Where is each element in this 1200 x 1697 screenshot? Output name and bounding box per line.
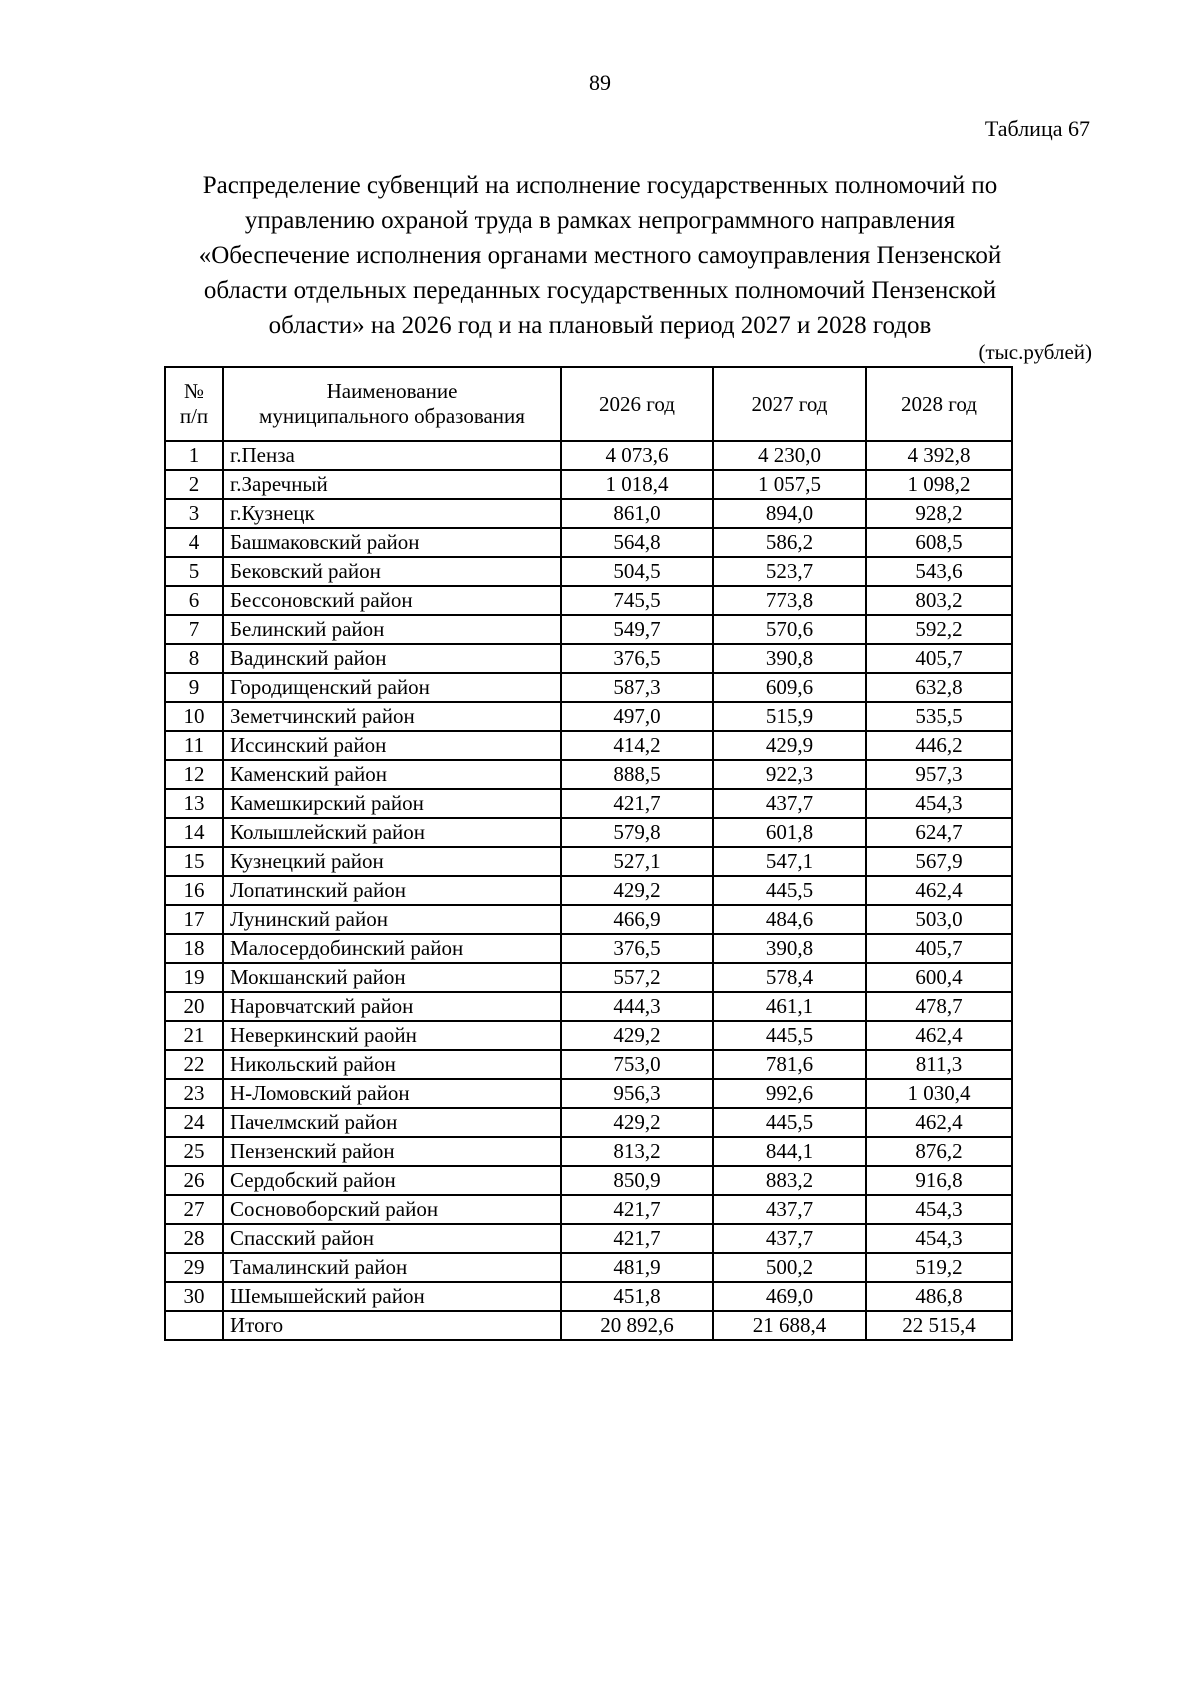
cell-2026: 564,8 [561,528,713,557]
table-row [165,673,1012,702]
cell-2027: 4 230,0 [713,441,866,470]
table-row [165,1108,1012,1137]
cell-2028: 876,2 [866,1137,1012,1166]
header-2026: 2026 год [561,367,713,441]
cell-2027: 390,8 [713,644,866,673]
header-name [223,367,561,441]
cell-number: 6 [165,586,223,615]
cell-municipality: Пачелмский район [223,1108,561,1137]
cell-municipality: Белинский район [223,615,561,644]
cell-2027: 437,7 [713,1195,866,1224]
cell-2026: 888,5 [561,760,713,789]
document-title [140,168,1060,343]
table-row [165,644,1012,673]
cell-2027: 445,5 [713,1021,866,1050]
cell-2028: 632,8 [866,673,1012,702]
cell-municipality: Земетчинский район [223,702,561,731]
cell-2028: 519,2 [866,1253,1012,1282]
table-row [165,760,1012,789]
cell-number: 8 [165,644,223,673]
table-number: Таблица 67 [984,116,1090,141]
cell-municipality: Бековский район [223,557,561,586]
cell-number: 21 [165,1021,223,1050]
cell-2026: 850,9 [561,1166,713,1195]
cell-number: 30 [165,1282,223,1311]
cell-municipality: Городищенский район [223,673,561,702]
table-row [165,441,1012,470]
page-number: 89 [589,70,611,95]
cell-2026: 414,2 [561,731,713,760]
table-row [165,1224,1012,1253]
cell-2026: 429,2 [561,876,713,905]
cell-2028: 543,6 [866,557,1012,586]
cell-municipality: Бессоновский район [223,586,561,615]
cell-2027: 586,2 [713,528,866,557]
cell-2028: 608,5 [866,528,1012,557]
cell-2028: 486,8 [866,1282,1012,1311]
cell-municipality: Вадинский район [223,644,561,673]
cell-2028: 928,2 [866,499,1012,528]
cell-2028: 462,4 [866,876,1012,905]
cell-2027: 469,0 [713,1282,866,1311]
cell-number: 12 [165,760,223,789]
cell-2028: 405,7 [866,644,1012,673]
cell-number: 5 [165,557,223,586]
table-row [165,499,1012,528]
cell-2027: 515,9 [713,702,866,731]
title-line: управлению охраной труда в рамках непрограммного направления [244,207,956,234]
table-header-row [165,367,1012,441]
cell-municipality: Сосновоборский район [223,1195,561,1224]
table-row [165,1253,1012,1282]
title-line: «Обеспечение исполнения органами местного самоуправления Пензенской [198,242,1002,269]
cell-municipality: Тамалинский район [223,1253,561,1282]
table-row [165,1079,1012,1108]
cell-2026: 481,9 [561,1253,713,1282]
table-row [165,1195,1012,1224]
cell-2026: 587,3 [561,673,713,702]
table-row [165,1166,1012,1195]
cell-2026: 753,0 [561,1050,713,1079]
table-row [165,528,1012,557]
subvention-table [164,366,1013,1341]
cell-2026: 956,3 [561,1079,713,1108]
cell-2027: 781,6 [713,1050,866,1079]
header-number-line2: п/п [179,404,209,428]
table-row [165,615,1012,644]
cell-number: 1 [165,441,223,470]
cell-2026: 421,7 [561,1195,713,1224]
cell-number: 4 [165,528,223,557]
cell-2026: 376,5 [561,644,713,673]
cell-2028: 600,4 [866,963,1012,992]
cell-2026: 451,8 [561,1282,713,1311]
cell-2028: 957,3 [866,760,1012,789]
cell-municipality: г.Кузнецк [223,499,561,528]
title-line: области» на 2026 год и на плановый период 2027 и 2028 годов [268,312,932,339]
cell-municipality: Шемышейский район [223,1282,561,1311]
cell-2027: 547,1 [713,847,866,876]
cell-2028: 811,3 [866,1050,1012,1079]
cell-2028: 454,3 [866,1195,1012,1224]
cell-2026: 376,5 [561,934,713,963]
cell-municipality: г.Пенза [223,441,561,470]
cell-2027: 609,6 [713,673,866,702]
cell-municipality: Каменский район [223,760,561,789]
table-row [165,789,1012,818]
cell-2028: 454,3 [866,789,1012,818]
header-2027: 2027 год [713,367,866,441]
cell-2027: 437,7 [713,789,866,818]
cell-2027: 390,8 [713,934,866,963]
cell-2027: 445,5 [713,876,866,905]
cell-2028: 803,2 [866,586,1012,615]
cell-2027: 1 057,5 [713,470,866,499]
header-number [165,367,223,441]
table-row [165,992,1012,1021]
table-row [165,557,1012,586]
units-label: (тыс.рублей) [978,340,1092,364]
table-row [165,847,1012,876]
cell-2026: 497,0 [561,702,713,731]
cell-2027: 445,5 [713,1108,866,1137]
cell-number [165,1311,223,1340]
cell-number: 25 [165,1137,223,1166]
cell-municipality: Сердобский район [223,1166,561,1195]
cell-2027: 844,1 [713,1137,866,1166]
cell-municipality: Наровчатский район [223,992,561,1021]
cell-2026: 421,7 [561,1224,713,1253]
cell-number: 13 [165,789,223,818]
cell-2026: 20 892,6 [561,1311,713,1340]
cell-municipality: Мокшанский район [223,963,561,992]
cell-number: 7 [165,615,223,644]
cell-2028: 462,4 [866,1108,1012,1137]
table-row [165,702,1012,731]
cell-municipality: Малосердобинский район [223,934,561,963]
cell-number: 10 [165,702,223,731]
header-name-line2: муниципального образования [259,404,525,428]
cell-2027: 461,1 [713,992,866,1021]
cell-municipality: Итого [223,1311,561,1340]
title-line: области отдельных переданных государственных полномочий Пензенской [203,277,997,304]
cell-2026: 861,0 [561,499,713,528]
table-body [165,441,1012,1340]
cell-2028: 405,7 [866,934,1012,963]
cell-2026: 444,3 [561,992,713,1021]
cell-number: 16 [165,876,223,905]
cell-municipality: г.Заречный [223,470,561,499]
cell-2026: 579,8 [561,818,713,847]
cell-2026: 557,2 [561,963,713,992]
table-row [165,876,1012,905]
cell-municipality: Пензенский район [223,1137,561,1166]
table-row [165,586,1012,615]
cell-2028: 592,2 [866,615,1012,644]
cell-number: 27 [165,1195,223,1224]
cell-municipality: Спасский район [223,1224,561,1253]
cell-2026: 745,5 [561,586,713,615]
cell-2028: 503,0 [866,905,1012,934]
table-row [165,470,1012,499]
cell-2028: 624,7 [866,818,1012,847]
cell-2028: 4 392,8 [866,441,1012,470]
cell-number: 24 [165,1108,223,1137]
cell-number: 23 [165,1079,223,1108]
cell-2027: 601,8 [713,818,866,847]
cell-number: 18 [165,934,223,963]
header-name-line1: Наименование [326,379,458,403]
table-row [165,1021,1012,1050]
cell-number: 20 [165,992,223,1021]
cell-number: 17 [165,905,223,934]
cell-number: 22 [165,1050,223,1079]
cell-number: 3 [165,499,223,528]
header-number-line1: № [183,379,205,403]
cell-municipality: Кузнецкий район [223,847,561,876]
cell-2027: 578,4 [713,963,866,992]
cell-municipality: Никольский район [223,1050,561,1079]
cell-2027: 437,7 [713,1224,866,1253]
cell-2027: 883,2 [713,1166,866,1195]
cell-2027: 429,9 [713,731,866,760]
title-line: Распределение субвенций на исполнение государственных полномочий по [202,172,998,199]
table-row [165,1282,1012,1311]
table-row [165,1137,1012,1166]
cell-municipality: Н-Ломовский район [223,1079,561,1108]
cell-number: 2 [165,470,223,499]
cell-2028: 1 098,2 [866,470,1012,499]
cell-2028: 462,4 [866,1021,1012,1050]
cell-municipality: Лунинский район [223,905,561,934]
cell-municipality: Иссинский район [223,731,561,760]
cell-number: 26 [165,1166,223,1195]
cell-2026: 466,9 [561,905,713,934]
cell-2027: 992,6 [713,1079,866,1108]
cell-2027: 500,2 [713,1253,866,1282]
cell-number: 15 [165,847,223,876]
cell-municipality: Камешкирский район [223,789,561,818]
cell-municipality: Лопатинский район [223,876,561,905]
cell-2026: 429,2 [561,1021,713,1050]
cell-2027: 894,0 [713,499,866,528]
cell-2026: 1 018,4 [561,470,713,499]
cell-2026: 429,2 [561,1108,713,1137]
cell-2026: 527,1 [561,847,713,876]
cell-number: 28 [165,1224,223,1253]
cell-2028: 1 030,4 [866,1079,1012,1108]
cell-2028: 454,3 [866,1224,1012,1253]
cell-2027: 523,7 [713,557,866,586]
cell-2028: 446,2 [866,731,1012,760]
cell-2028: 478,7 [866,992,1012,1021]
cell-2027: 773,8 [713,586,866,615]
header-2028: 2028 год [866,367,1012,441]
cell-number: 14 [165,818,223,847]
cell-2028: 916,8 [866,1166,1012,1195]
cell-municipality: Неверкинский раойн [223,1021,561,1050]
table-total-row [165,1311,1012,1340]
table-row [165,934,1012,963]
cell-2026: 4 073,6 [561,441,713,470]
cell-number: 19 [165,963,223,992]
cell-2027: 484,6 [713,905,866,934]
cell-2027: 21 688,4 [713,1311,866,1340]
cell-number: 29 [165,1253,223,1282]
table-row [165,818,1012,847]
table-row [165,963,1012,992]
cell-2026: 813,2 [561,1137,713,1166]
cell-2028: 22 515,4 [866,1311,1012,1340]
cell-2026: 504,5 [561,557,713,586]
cell-municipality: Башмаковский район [223,528,561,557]
cell-2026: 421,7 [561,789,713,818]
cell-2028: 535,5 [866,702,1012,731]
cell-2026: 549,7 [561,615,713,644]
cell-number: 9 [165,673,223,702]
table-row [165,905,1012,934]
cell-municipality: Колышлейский район [223,818,561,847]
table-row [165,1050,1012,1079]
table-row [165,731,1012,760]
cell-number: 11 [165,731,223,760]
cell-2027: 570,6 [713,615,866,644]
cell-2028: 567,9 [866,847,1012,876]
cell-2027: 922,3 [713,760,866,789]
